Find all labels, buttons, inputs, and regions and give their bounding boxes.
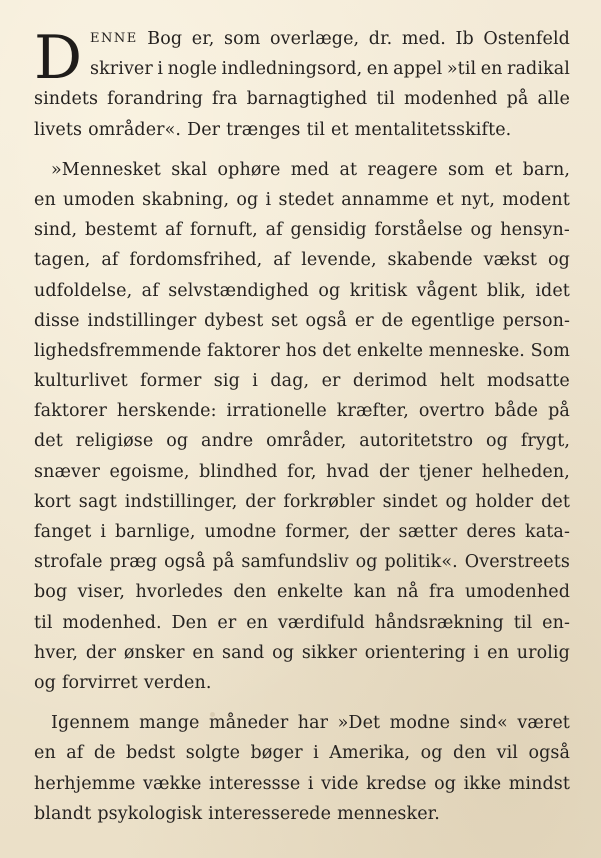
word: blindhed (199, 461, 278, 482)
word: de (381, 310, 404, 331)
word: trænges (226, 119, 301, 140)
word: lighedsfremmende (34, 340, 202, 361)
word: dybest (204, 310, 264, 331)
word: det (34, 431, 63, 452)
word: verden. (143, 672, 212, 693)
word: at (339, 159, 358, 180)
word: modent (502, 189, 570, 210)
word: udfoldelse, (34, 280, 133, 301)
word: hvorledes (135, 582, 223, 603)
word: faktorer (34, 401, 107, 422)
text-line (34, 799, 570, 829)
word: og (318, 280, 341, 301)
word: blandt (34, 803, 92, 824)
word: i (313, 743, 319, 764)
word: har (297, 713, 329, 734)
word: egoisme, (109, 461, 190, 482)
word: dag, (270, 371, 310, 392)
word: idet (535, 280, 570, 301)
text-line (34, 738, 570, 768)
text-line (34, 215, 570, 245)
word: værdifuld (277, 612, 365, 633)
word: og (355, 552, 378, 573)
word: kræfter, (336, 401, 409, 422)
word: vækst (483, 250, 538, 271)
word: i (473, 642, 480, 663)
word: der (359, 522, 390, 542)
text-line (34, 396, 570, 426)
word: overlæge, (269, 29, 360, 49)
word: interesserede (208, 803, 332, 824)
word: af (66, 743, 84, 764)
word: derimod (352, 371, 428, 392)
word: bedst (126, 743, 176, 764)
word: irrationelle (226, 401, 327, 422)
word: skriver (90, 59, 153, 80)
word: til (34, 612, 53, 633)
word: indledningsord, (221, 59, 363, 80)
word: og (34, 672, 56, 693)
word: og (547, 250, 570, 271)
word: måneder (209, 713, 289, 734)
word: umoden (63, 189, 135, 210)
word: er, (191, 29, 215, 49)
word: kulturlivet (34, 371, 128, 392)
word: enkelte (276, 582, 344, 603)
text-line (34, 155, 570, 185)
word: radikal (507, 59, 570, 80)
text-line (34, 366, 570, 396)
text-line (34, 336, 570, 366)
word: til (513, 612, 533, 633)
word: mindst (508, 773, 570, 794)
word: viser, (77, 582, 126, 603)
word: en (246, 612, 269, 633)
word: vil (496, 743, 518, 764)
word: tjener (418, 461, 473, 482)
word: som (447, 159, 485, 180)
word: disse (34, 310, 80, 331)
word: Amerika, (329, 743, 411, 764)
text-line (34, 547, 570, 577)
word: ikke (463, 773, 502, 794)
word: de (93, 743, 116, 764)
word: vide (321, 773, 359, 794)
word: »Det (337, 713, 381, 734)
word: kata- (525, 522, 570, 542)
word: skabende (387, 250, 473, 271)
word: »Mennesket (51, 159, 161, 180)
word: sind, (34, 220, 78, 241)
text-line (34, 185, 570, 215)
word: bog (34, 582, 68, 603)
word: sig (213, 371, 240, 392)
word: herskende: (116, 401, 217, 422)
word: skal (171, 159, 208, 180)
word: og (166, 431, 189, 452)
word: Der (187, 119, 221, 140)
text-line (34, 84, 570, 114)
word: gensidig (290, 220, 367, 241)
word: vække (143, 773, 202, 794)
word: reagere (367, 159, 438, 180)
word: fordomsfrihed, (129, 250, 263, 271)
text-line (34, 769, 570, 799)
word: af (165, 220, 183, 241)
word: i (265, 189, 272, 210)
word: været (517, 713, 570, 734)
word: i (100, 522, 107, 542)
word: modsatte (486, 371, 570, 392)
word: og (272, 642, 295, 663)
word: set (271, 310, 298, 331)
word: psykologisk (97, 803, 203, 824)
word: fra (429, 582, 455, 603)
word: i (252, 371, 258, 392)
word: bøger (250, 743, 303, 764)
word: sindet (382, 491, 438, 512)
word: også (305, 310, 348, 331)
word: en (366, 59, 389, 80)
word: hensyn- (500, 220, 570, 241)
word: er (321, 371, 341, 392)
word: også (528, 743, 570, 764)
word: og (486, 431, 508, 452)
word: forandring (107, 89, 203, 110)
word: med. (401, 29, 446, 49)
word: overtro (418, 401, 485, 422)
word: Igennem (51, 713, 130, 734)
word: en (487, 642, 509, 663)
word: stedet (278, 189, 335, 210)
word: og (434, 773, 457, 794)
text-line (34, 668, 570, 698)
text-line (34, 517, 570, 547)
word: den (453, 743, 487, 764)
word: autoritetstro (359, 431, 474, 452)
word: appel (393, 59, 443, 80)
word: mentalitetsskifte. (354, 119, 512, 140)
text-line (34, 638, 570, 668)
word: livets (34, 119, 83, 140)
word: og (420, 743, 443, 764)
word: det (322, 340, 352, 361)
word: i (307, 773, 314, 794)
word: herhjemme (34, 773, 136, 794)
word: områder, (266, 431, 347, 452)
word: ENNE (90, 31, 138, 46)
word: menneske. (428, 340, 525, 361)
text-line (34, 276, 570, 306)
word: på (506, 89, 529, 110)
word: kredse (366, 773, 427, 794)
word: som (224, 29, 261, 49)
word: frygt, (520, 431, 570, 452)
word: sagt (78, 491, 117, 512)
word: snæver (34, 461, 100, 482)
word: dr. (368, 29, 393, 49)
word: både (494, 401, 539, 422)
word: håndsrækning (374, 612, 504, 633)
word: enkelte (356, 340, 424, 361)
word: »til (446, 59, 477, 80)
word: skabning, (142, 189, 230, 210)
word: interessse (209, 773, 301, 794)
word: forvirret (61, 672, 138, 693)
word: vågent (416, 280, 478, 301)
drop-cap: D (34, 23, 83, 93)
word: annamme (341, 189, 429, 210)
word: Ib (455, 29, 474, 49)
word: en- (542, 612, 570, 633)
word: fra (211, 89, 238, 110)
word: den (233, 582, 267, 603)
word: ønsker (123, 642, 185, 663)
word: samfundsliv (241, 552, 349, 573)
word: kritisk (349, 280, 408, 301)
word: forkrøbler (283, 491, 375, 512)
word: Den (171, 612, 208, 633)
word: Overstreets (464, 552, 570, 573)
word: et (331, 119, 349, 140)
word: alle (537, 89, 570, 110)
text-line (34, 54, 570, 84)
word: en (480, 59, 503, 80)
word: er (217, 612, 237, 633)
text-line (34, 115, 570, 145)
word: bestemt (84, 220, 158, 241)
word: sand (222, 642, 265, 663)
word: umodne (204, 522, 277, 542)
word: og (470, 220, 493, 241)
word: områder«. (88, 119, 182, 140)
word: fornuft, (189, 220, 258, 241)
word: der (245, 491, 276, 512)
text-line (34, 708, 570, 738)
word: selvstændighed (168, 280, 309, 301)
word: mange (139, 713, 200, 734)
word: forståelse (374, 220, 463, 241)
word: helheden, (481, 461, 570, 482)
word: og (445, 491, 468, 512)
word: barnlige, (115, 522, 196, 542)
word: politik«. (384, 552, 458, 573)
text-line (34, 245, 570, 275)
text-line (34, 306, 570, 336)
word: på (548, 401, 570, 422)
word: sind« (459, 713, 508, 734)
word: sætter (398, 522, 458, 542)
word: og (236, 189, 259, 210)
text-line (34, 487, 570, 517)
word: levende, (301, 250, 377, 271)
word: nyt, (460, 189, 496, 210)
word: på (212, 552, 235, 573)
word: blik, (486, 280, 526, 301)
word: præg (109, 552, 158, 573)
word: deres (466, 522, 517, 542)
word: til (306, 119, 326, 140)
word: Som (530, 340, 570, 361)
word: nå (396, 582, 419, 603)
word: solgte (185, 743, 241, 764)
word: nogle (167, 59, 218, 80)
text-line (34, 426, 570, 456)
word: Ostenfeld (483, 29, 570, 49)
word: med (290, 159, 330, 180)
word: også (164, 552, 206, 573)
word: hvad (326, 461, 370, 482)
word: kan (353, 582, 387, 603)
word: modenhed. (62, 612, 162, 633)
word: et (494, 159, 513, 180)
word: en (34, 743, 56, 764)
word: af (101, 250, 119, 271)
word: kort (34, 491, 71, 512)
word: der (85, 642, 117, 663)
word: et (436, 189, 454, 210)
word: faktorer (207, 340, 280, 361)
word: andre (201, 431, 254, 452)
word: en (192, 642, 215, 663)
word: ophøre (217, 159, 281, 180)
word: urolig (516, 642, 570, 663)
text-line (34, 608, 570, 638)
paragraph-gap (34, 698, 570, 708)
word: modenhed (403, 89, 498, 110)
word: der (378, 461, 410, 482)
word: egentlige (411, 310, 495, 331)
word: sindets (34, 89, 99, 110)
word: det (541, 491, 570, 512)
word: orientering (364, 642, 466, 663)
word: religiøse (75, 431, 154, 452)
word: af (141, 280, 159, 301)
word: hos (285, 340, 317, 361)
word: Bog (147, 29, 183, 49)
word: tagen, (34, 250, 91, 271)
word: indstillinger, (124, 491, 238, 512)
word: sikker (301, 642, 357, 663)
word: fanget (34, 522, 92, 542)
word: en (34, 189, 56, 210)
word: hver, (34, 642, 79, 663)
text-line (34, 24, 570, 54)
word: barnagtighed (246, 89, 368, 110)
word: mennesker. (337, 803, 440, 824)
word: holder (475, 491, 534, 512)
word: helt (439, 371, 475, 392)
text-line (34, 457, 570, 487)
word: af (273, 250, 291, 271)
word: umodenhed (465, 582, 570, 603)
text-line (34, 577, 570, 607)
word: former (140, 371, 202, 392)
word: er (354, 310, 374, 331)
word: for, (287, 461, 317, 482)
word: person- (502, 310, 570, 331)
word: af (265, 220, 283, 241)
word: barn, (522, 159, 570, 180)
word: i (157, 59, 164, 80)
word: indstillinger (87, 310, 197, 331)
word: strofale (34, 552, 103, 573)
body-text (34, 24, 570, 829)
word: til (376, 89, 395, 110)
paragraph-gap (34, 145, 570, 155)
word: former, (285, 522, 351, 542)
word: modne (389, 713, 451, 734)
